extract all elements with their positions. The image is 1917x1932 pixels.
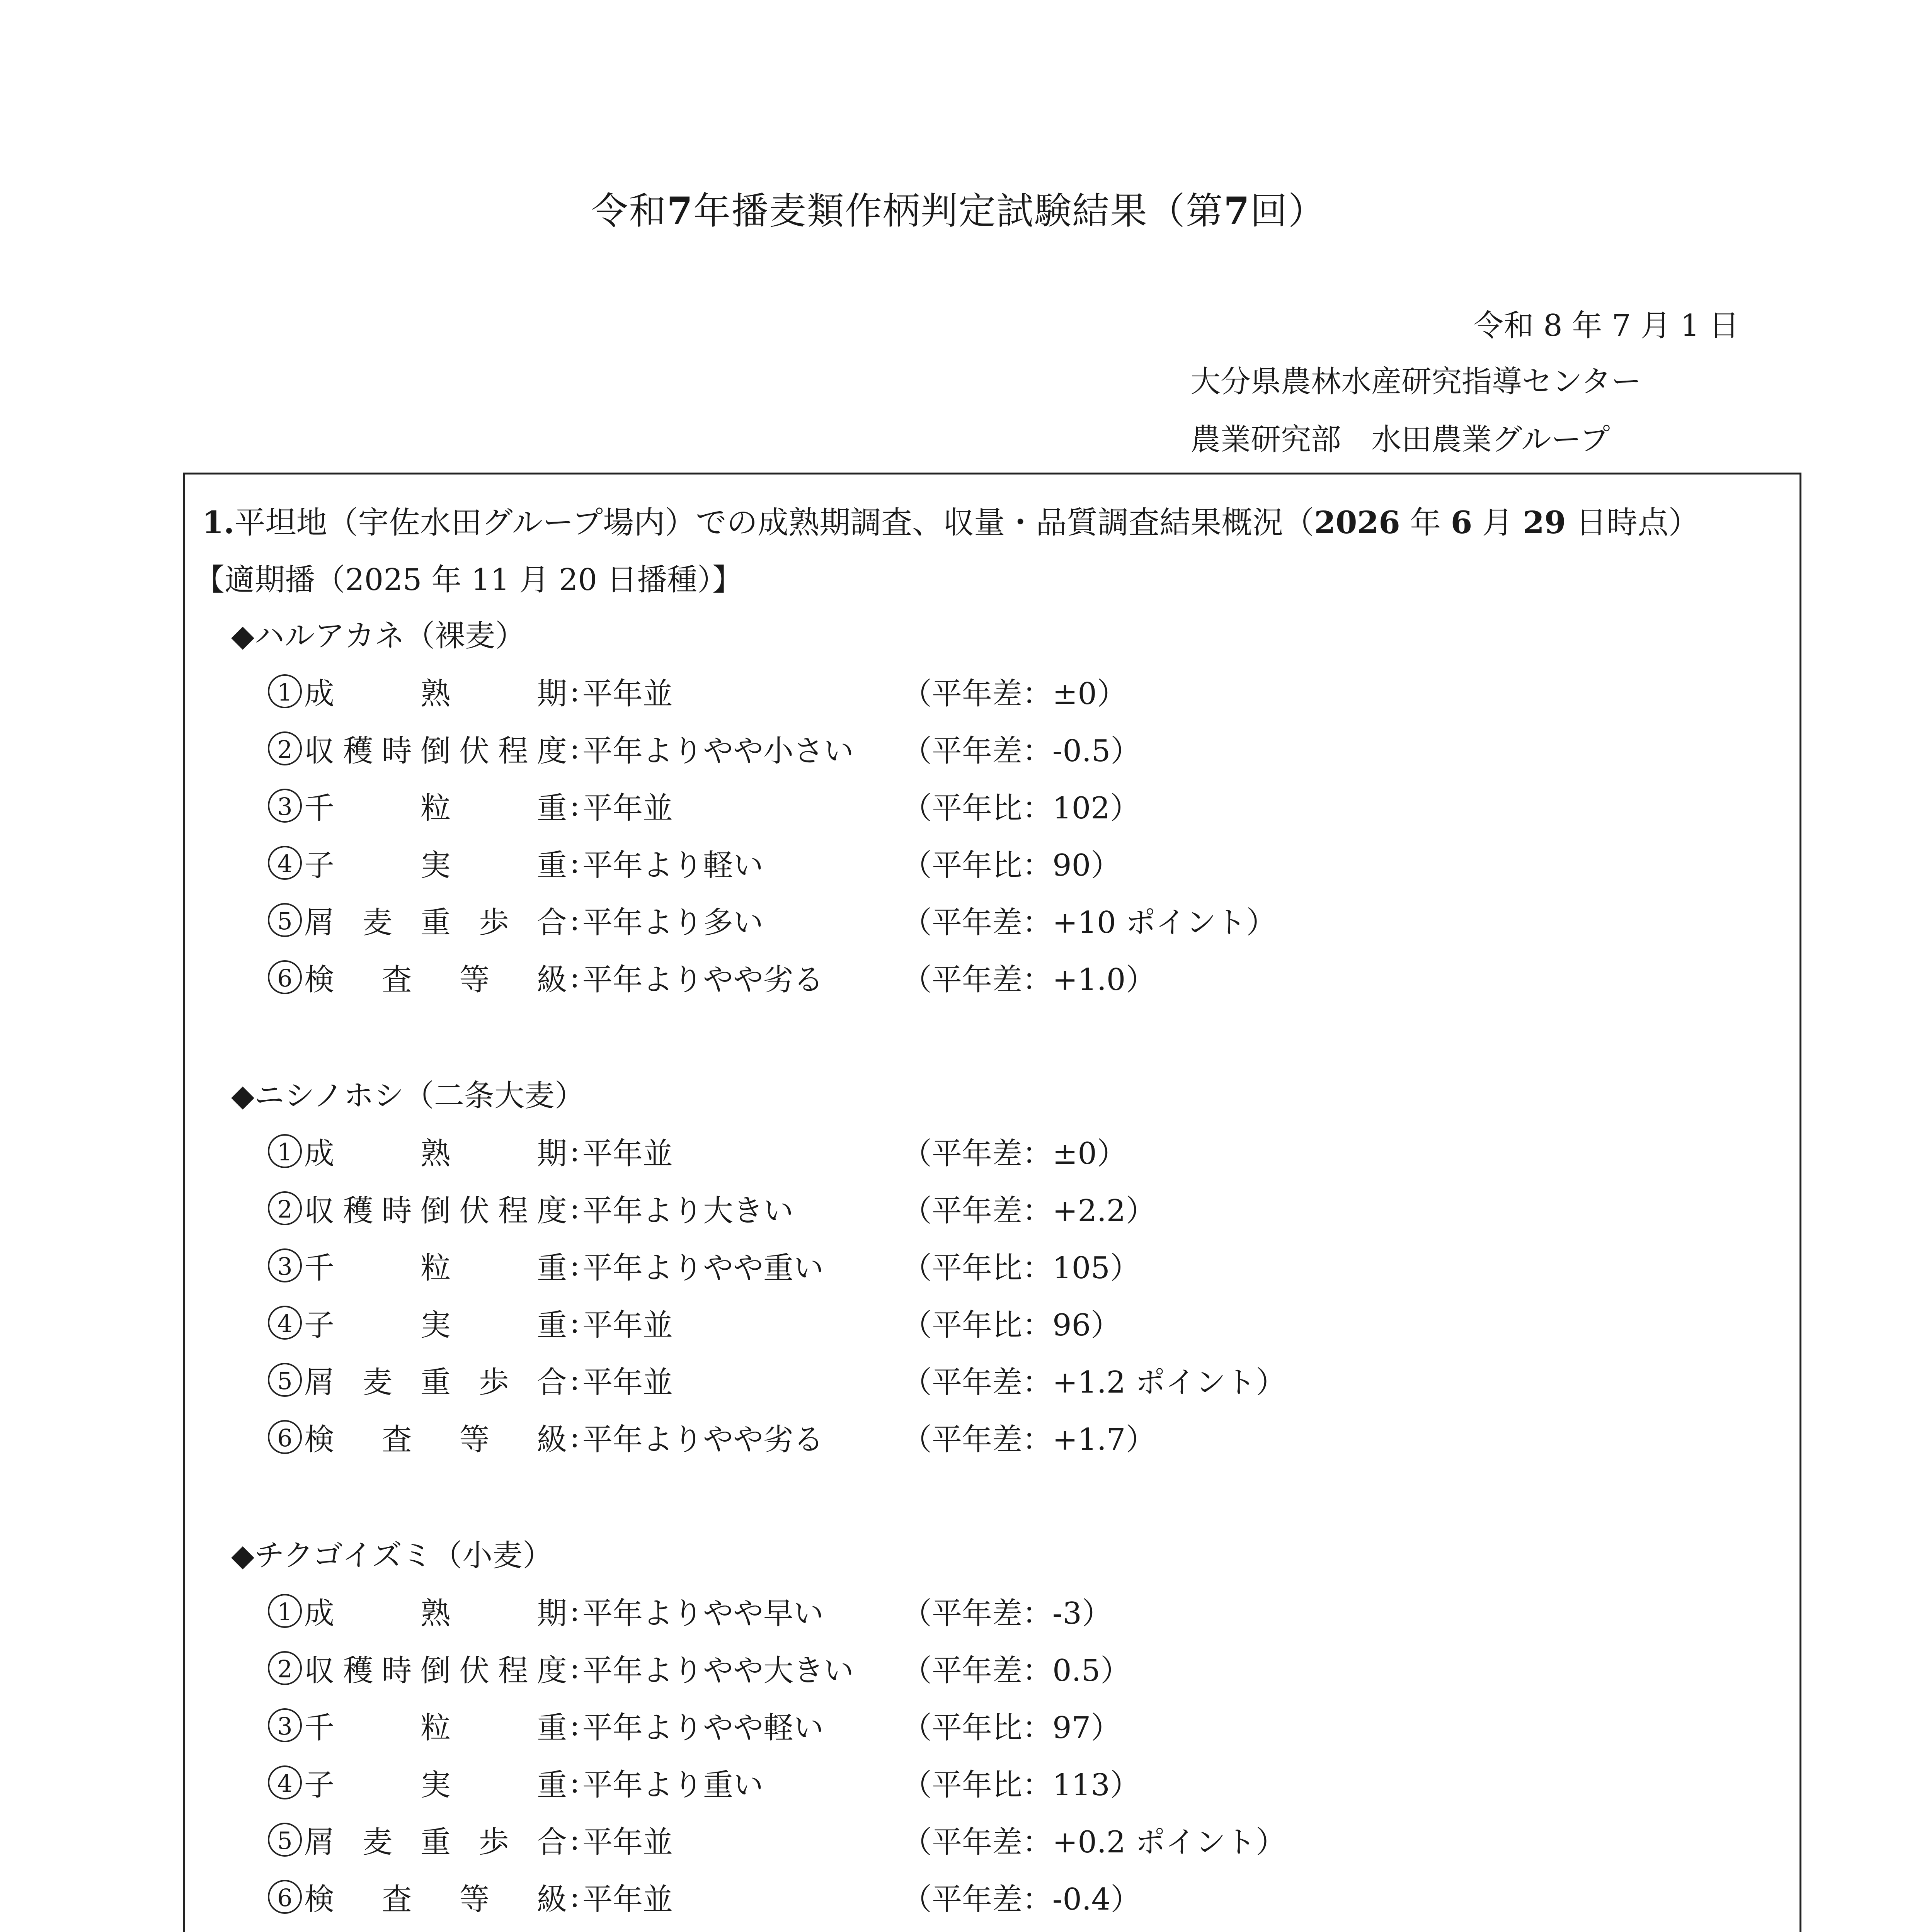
result-row (268, 1818, 1286, 1860)
item-label: 屑麦重歩合 (304, 1825, 567, 1860)
colon-separator: : (569, 1879, 580, 1914)
result-row (268, 1244, 1140, 1286)
circled-number: 1 (268, 674, 302, 708)
colon-separator: : (569, 1191, 580, 1226)
circled-number: 5 (268, 1363, 302, 1397)
item-label: 成熟期 (304, 1136, 567, 1171)
section-heading: 1.平坦地（宇佐水田グループ場内）での成熟期調査、収量・品質調査結果概況（2026 年 6 月 29 日時点） (202, 504, 1699, 541)
item-comparison: （平年比：113） (902, 1768, 1140, 1803)
item-label: 検査等級 (304, 1882, 567, 1917)
colon-separator: : (569, 903, 580, 937)
circled-number: 2 (268, 1191, 302, 1225)
circled-number: 1 (268, 1594, 302, 1628)
variety-name: ◆チクゴイズミ（小麦） (231, 1538, 553, 1573)
result-row (268, 1301, 1121, 1343)
item-result: 平年より重い (582, 1768, 764, 1803)
document-title: 令和7年播麦類作柄判定試験結果（第7回） (591, 189, 1326, 233)
result-row (268, 1704, 1121, 1745)
circled-number: 6 (268, 1420, 302, 1454)
circled-number: 4 (268, 1765, 302, 1799)
result-row (268, 1415, 1156, 1457)
item-label: 子実重 (304, 1308, 567, 1343)
colon-separator: : (569, 674, 580, 709)
item-label: 子実重 (304, 848, 567, 883)
colon-separator: : (569, 960, 580, 995)
item-result: 平年並 (582, 1825, 673, 1860)
colon-separator: : (569, 1134, 580, 1168)
item-result: 平年並 (582, 1365, 673, 1400)
result-row (268, 898, 1277, 940)
colon-separator: : (569, 1822, 580, 1857)
item-comparison: （平年比：96） (902, 1308, 1121, 1343)
colon-separator: : (569, 1708, 580, 1743)
variety-name: ◆ニシノホシ（二条大麦） (231, 1078, 585, 1113)
colon-separator: : (569, 1420, 580, 1454)
result-row (268, 1761, 1140, 1803)
item-result: 平年並 (582, 791, 673, 826)
results-box (183, 473, 1801, 1932)
circled-number: 4 (268, 1306, 302, 1340)
item-label: 収穫時倒伏程度 (304, 1653, 567, 1688)
item-comparison: （平年比：90） (902, 848, 1121, 883)
organization-name: 大分県農林水産研究指導センター (1190, 364, 1641, 399)
result-row (268, 1589, 1112, 1631)
result-row (268, 841, 1121, 883)
colon-separator: : (569, 1765, 580, 1800)
item-label: 収穫時倒伏程度 (304, 1194, 567, 1228)
variety-name: ◆ハルアカネ（裸麦） (231, 619, 526, 653)
item-label: 千粒重 (304, 1711, 567, 1745)
item-label: 屑麦重歩合 (304, 905, 567, 940)
item-result: 平年よりやや劣る (582, 1422, 824, 1457)
circled-number: 5 (268, 1823, 302, 1857)
result-row (268, 670, 1127, 711)
result-row (268, 727, 1141, 769)
item-comparison: （平年差：+1.0） (902, 963, 1156, 997)
item-comparison: （平年差：-0.4） (902, 1882, 1141, 1917)
colon-separator: : (569, 1248, 580, 1283)
circled-number: 5 (268, 903, 302, 937)
item-result: 平年並 (582, 677, 673, 711)
item-comparison: （平年差：+1.2 ポイント） (902, 1365, 1286, 1400)
colon-separator: : (569, 1594, 580, 1628)
item-result: 平年よりやや軽い (582, 1711, 824, 1745)
circled-number: 6 (268, 960, 302, 994)
result-row (268, 1646, 1131, 1688)
circled-number: 2 (268, 1651, 302, 1685)
issue-date: 令和 8 年 7 月 1 日 (1473, 308, 1739, 343)
item-result: 平年並 (582, 1136, 673, 1171)
item-comparison: （平年比：102） (902, 791, 1140, 826)
item-result: 平年並 (582, 1308, 673, 1343)
item-result: 平年より多い (582, 905, 764, 940)
item-comparison: （平年差：±0） (902, 1136, 1127, 1171)
circled-number: 3 (268, 1708, 302, 1742)
item-comparison: （平年比：97） (902, 1711, 1121, 1745)
item-comparison: （平年差：-3） (902, 1596, 1112, 1631)
item-result: 平年よりやや早い (582, 1596, 824, 1631)
item-label: 千粒重 (304, 791, 567, 826)
result-row (268, 1875, 1141, 1917)
item-result: 平年よりやや重い (582, 1251, 824, 1286)
item-result: 平年並 (582, 1882, 673, 1917)
colon-separator: : (569, 731, 580, 766)
item-result: 平年よりやや劣る (582, 963, 824, 997)
circled-number: 3 (268, 789, 302, 823)
circled-number: 3 (268, 1248, 302, 1282)
circled-number: 2 (268, 731, 302, 765)
circled-number: 4 (268, 846, 302, 880)
colon-separator: : (569, 1362, 580, 1397)
item-label: 千粒重 (304, 1251, 567, 1286)
item-result: 平年よりやや小さい (582, 734, 854, 769)
item-comparison: （平年差：0.5） (902, 1653, 1131, 1688)
item-label: 屑麦重歩合 (304, 1365, 567, 1400)
item-comparison: （平年差：+2.2） (902, 1194, 1156, 1228)
item-comparison: （平年比：105） (902, 1251, 1140, 1286)
result-row (268, 1187, 1156, 1228)
circled-number: 1 (268, 1134, 302, 1168)
item-label: 子実重 (304, 1768, 567, 1803)
item-result: 平年より大きい (582, 1194, 794, 1228)
colon-separator: : (569, 1651, 580, 1685)
result-row (268, 1358, 1286, 1400)
item-label: 収穫時倒伏程度 (304, 734, 567, 769)
item-comparison: （平年差：-0.5） (902, 734, 1141, 769)
result-row (268, 784, 1140, 826)
circled-number: 6 (268, 1880, 302, 1914)
item-comparison: （平年差：+0.2 ポイント） (902, 1825, 1286, 1860)
sowing-info: 【適期播（2025 年 11 月 20 日播種）】 (194, 563, 742, 597)
colon-separator: : (569, 845, 580, 880)
item-label: 検査等級 (304, 963, 567, 997)
item-label: 成熟期 (304, 677, 567, 711)
item-comparison: （平年差：±0） (902, 677, 1127, 711)
colon-separator: : (569, 788, 580, 823)
result-row (268, 956, 1156, 997)
item-label: 成熟期 (304, 1596, 567, 1631)
item-result: 平年よりやや大きい (582, 1653, 854, 1688)
result-row (268, 1129, 1127, 1171)
item-comparison: （平年差：+10 ポイント） (902, 905, 1277, 940)
item-result: 平年より軽い (582, 848, 764, 883)
item-label: 検査等級 (304, 1422, 567, 1457)
colon-separator: : (569, 1305, 580, 1340)
department-name: 農業研究部 水田農業グループ (1190, 422, 1610, 457)
item-comparison: （平年差：+1.7） (902, 1422, 1156, 1457)
